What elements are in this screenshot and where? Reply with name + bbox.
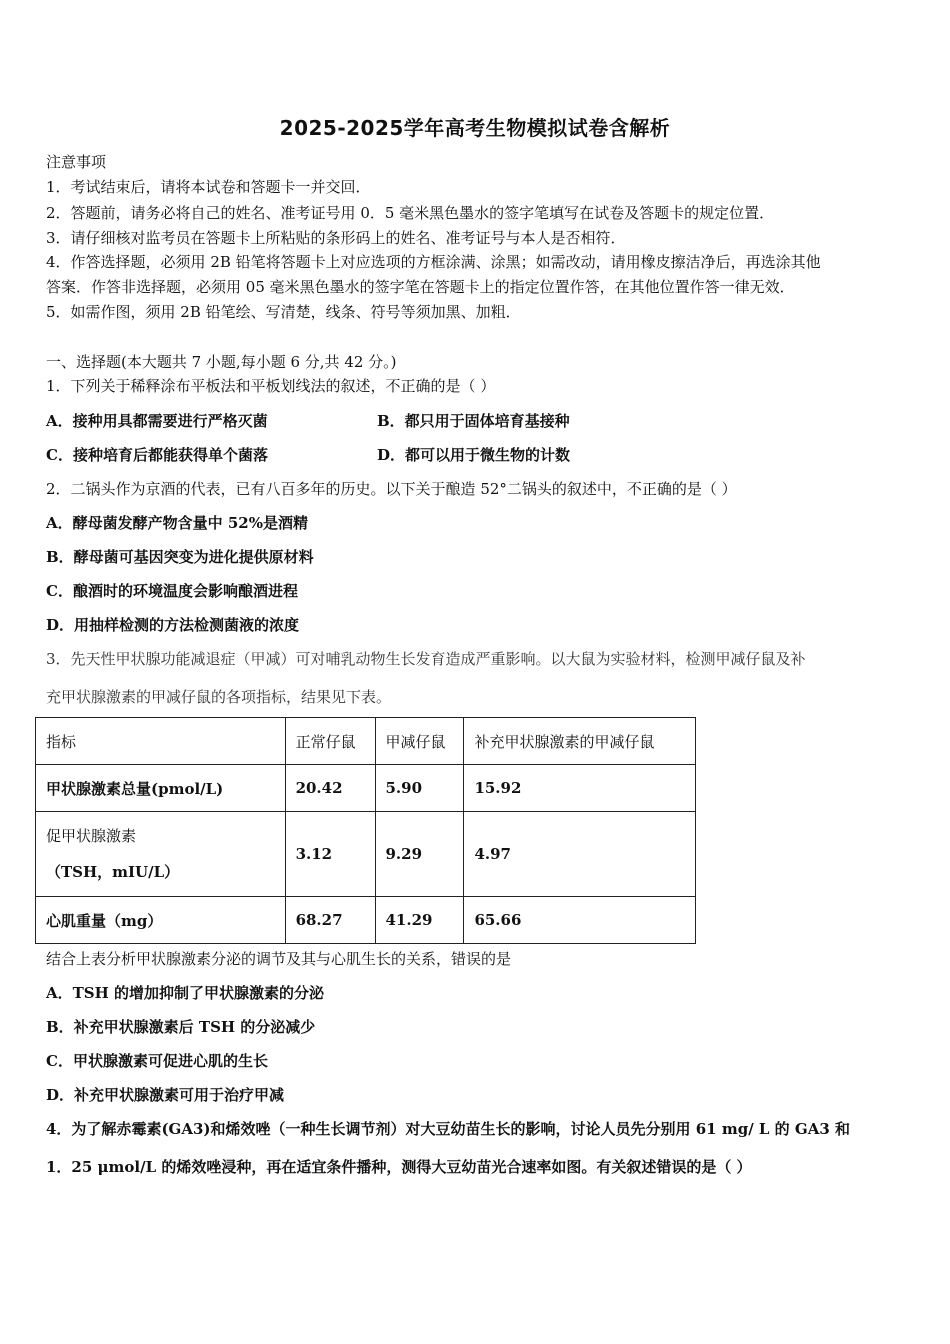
notice-item: 5．如需作图，须用 2B 铅笔绘、写清楚，线条、符号等须加黑、加粗． — [46, 303, 521, 321]
q1-option-a: A．接种用具都需要进行严格灭菌 — [46, 412, 268, 430]
q3-option-a: A．TSH 的增加抑制了甲状腺激素的分泌 — [46, 984, 325, 1002]
page-title: 2025-2025学年高考生物模拟试卷含解析 — [279, 116, 671, 140]
table-cell-line: （TSH，mIU/L） — [46, 863, 180, 881]
q2-stem: 2．二锅头作为京酒的代表，已有八百多年的历史。以下关于酿造 52°二锅头的叙述中，不正确的是（ ） — [46, 480, 737, 498]
table-cell: 68.27 — [285, 897, 375, 944]
table-row — [36, 897, 696, 944]
table-cell: 3.12 — [285, 812, 375, 897]
q1-option-b: B．都只用于固体培育基接种 — [377, 412, 570, 430]
table-cell: 15.92 — [464, 765, 696, 812]
q2-option-d: D．用抽样检测的方法检测菌液的浓度 — [46, 616, 300, 634]
table-header-row — [36, 718, 696, 765]
table-cell: 4.97 — [464, 812, 696, 897]
table-cell: 65.66 — [464, 897, 696, 944]
notice-item: 1．考试结束后，请将本试卷和答题卡一并交回． — [46, 178, 371, 196]
q1-option-d: D．都可以用于微生物的计数 — [377, 446, 571, 464]
notice-heading: 注意事项 — [46, 153, 107, 171]
q3-stem-line2: 充甲状腺激素的甲减仔鼠的各项指标，结果见下表。 — [46, 688, 392, 706]
q4-stem-line2: 1．25 μmol/L 的烯效唑浸种，再在适宜条件播种，测得大豆幼苗光合速率如图。有关叙述错误的是（ ） — [46, 1158, 752, 1176]
table-cell: 5.90 — [375, 765, 464, 812]
results-table — [35, 717, 696, 944]
table-cell-line: 促甲状腺激素 — [46, 827, 137, 845]
table-header-cell: 补充甲状腺激素的甲减仔鼠 — [464, 718, 696, 765]
section-heading: 一、选择题(本大题共 7 小题,每小题 6 分,共 42 分。) — [46, 353, 397, 371]
q1-stem: 1．下列关于稀释涂布平板法和平板划线法的叙述，不正确的是（ ） — [46, 377, 496, 395]
q2-option-c: C．酿酒时的环境温度会影响酿酒进程 — [46, 582, 298, 600]
notice-item: 4．作答选择题，必须用 2B 铅笔将答题卡上对应选项的方框涂满、涂黑；如需改动，请用橡皮擦洁净后，再选涂其他 — [46, 253, 821, 271]
table-cell: 心肌重量（mg） — [36, 897, 286, 944]
table-cell: 41.29 — [375, 897, 464, 944]
table-cell: 甲状腺激素总量(pmol/L) — [36, 765, 286, 812]
table-cell: 9.29 — [375, 812, 464, 897]
q1-option-c: C．接种培育后都能获得单个菌落 — [46, 446, 268, 464]
notice-item: 答案．作答非选择题，必须用 05 毫米黑色墨水的签字笔在答题卡上的指定位置作答，在其他位置作答一律无效． — [46, 278, 795, 296]
notice-item: 3．请仔细核对监考员在答题卡上所粘贴的条形码上的姓名、准考证号与本人是否相符． — [46, 229, 626, 247]
notice-item: 2．答题前，请务必将自己的姓名、准考证号用 0．5 毫米黑色墨水的签字笔填写在试卷及答题卡的规定位置． — [46, 204, 775, 222]
table-header-cell: 指标 — [36, 718, 286, 765]
table-cell: 20.42 — [285, 765, 375, 812]
table-row — [36, 765, 696, 812]
table-row — [36, 812, 696, 897]
table-cell — [36, 812, 286, 897]
q3-option-b: B．补充甲状腺激素后 TSH 的分泌减少 — [46, 1018, 316, 1036]
table-header-cell: 正常仔鼠 — [285, 718, 375, 765]
q4-stem-line1: 4．为了解赤霉素(GA3)和烯效唑（一种生长调节剂）对大豆幼苗生长的影响，讨论人员先分别用 61 mg/ L 的 GA3 和 — [46, 1120, 850, 1138]
q3-option-d: D．补充甲状腺激素可用于治疗甲减 — [46, 1086, 285, 1104]
q2-option-a: A．酵母菌发酵产物含量中 52%是酒精 — [46, 514, 308, 532]
table-header-cell: 甲减仔鼠 — [375, 718, 464, 765]
q3-option-c: C．甲状腺激素可促进心肌的生长 — [46, 1052, 268, 1070]
q2-option-b: B．酵母菌可基因突变为进化提供原材料 — [46, 548, 314, 566]
q3-prompt: 结合上表分析甲状腺激素分泌的调节及其与心肌生长的关系，错误的是 — [46, 950, 512, 968]
q3-stem-line1: 3．先天性甲状腺功能减退症（甲减）可对哺乳动物生长发育造成严重影响。以大鼠为实验材料，检测甲减仔鼠及补 — [46, 650, 806, 668]
